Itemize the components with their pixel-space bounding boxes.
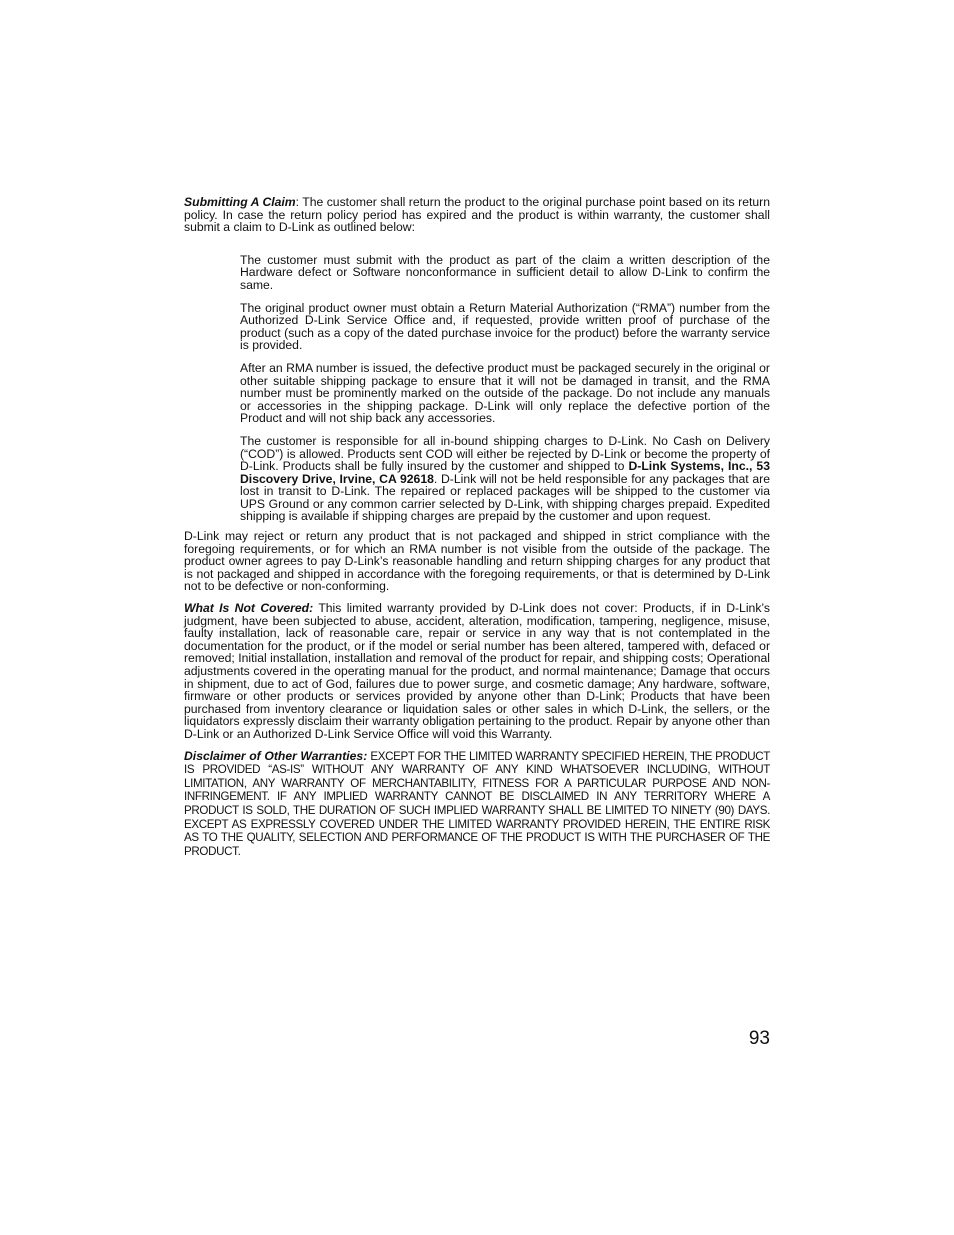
reject-paragraph: D-Link may reject or return any product that is not packaged and shipped in strict compliance with the foregoing requirements, or for which an RMA number is not visible from the outside of the package. The product owner agrees to pay D-Link’s reasonable handling and return shipping charges for any product that is not packaged and shipped in accordance with the foregoing requirements, or that is determined by D-Link not to be defective or non-conforming. [184, 529, 770, 594]
claim-requirements [240, 254, 770, 523]
not-covered-paragraph [184, 602, 770, 741]
submitting-claim-intro: : The customer shall return the product to the original purchase point based on its return policy. In case the return policy period has expired and the product is within warranty, the customer shall submit a claim to D-Link as outlined below: [184, 195, 770, 235]
page-number: 93 [748, 1028, 770, 1049]
warranty-text [184, 196, 770, 867]
claim-item-4-text-end: . D-Link will not be held responsible for any packages that are lost in transit to D-Link. The repaired or replaced packages will be shipped to the customer via UPS Ground or any common carrier selected by D-Link, with shipping charges prepaid. Expedited shipping is available if shipping charges are prepaid by the customer and upon request. [240, 471, 770, 524]
submitting-claim-heading: Submitting A Claim [184, 195, 296, 209]
disclaimer-paragraph [184, 750, 770, 859]
claim-item-2: The original product owner must obtain a Return Material Authorization (“RMA”) number from the Authorized D-Link Service Office and, if requested, provide written proof of purchase of the product (such as a copy of the dated purchase invoice for the product) before the warranty service is provided. [240, 300, 770, 353]
not-covered-heading: What Is Not Covered: [184, 601, 314, 616]
claim-item-4 [240, 435, 770, 523]
claim-item-4-text-start: The customer is responsible for all in-bound shipping charges to D-Link. No Cash on Delivery (“COD”) is allowed. Products sent COD will either be rejected by D-Link or become the property of D-Link. Products shall be fully insured by the customer and shipped to [240, 433, 770, 474]
disclaimer-body: EXCEPT FOR THE LIMITED WARRANTY SPECIFIED HEREIN, THE PRODUCT IS PROVIDED “AS-IS” WITHOUT ANY WARRANTY OF ANY KIND WHATSOEVER INCLUDING, WITHOUT LIMITATION, ANY WARRANTY OF MERCHANTABILITY, FITNESS FOR A PARTICULAR PURPOSE AND NON-INFRINGEMENT. IF ANY IMPLIED WARRANTY CANNOT BE DISCLAIMED IN ANY TERRITORY WHERE A PRODUCT IS SOLD, THE DURATION OF SUCH IMPLIED WARRANTY SHALL BE LIMITED TO NINETY (90) DAYS. EXCEPT AS EXPRESSLY COVERED UNDER THE LIMITED WARRANTY PROVIDED HEREIN, THE ENTIRE RISK AS TO THE QUALITY, SELECTION AND PERFORMANCE OF THE PRODUCT IS WITH THE PURCHASER OF THE PRODUCT. [184, 749, 770, 858]
claim-item-3: After an RMA number is issued, the defective product must be packaged securely in the original or other suitable shipping package to ensure that it will not be damaged in transit, and the RMA number must be prominently marked on the outside of the package. Do not include any manuals or accessories in the shipping package. D-Link will only replace the defective portion of the Product and will not ship back any accessories. [240, 360, 770, 426]
not-covered-body: This limited warranty provided by D-Link does not cover: Products, if in D-Link’s judgment, have been subjected to abuse, accident, alteration, modification, tampering, negligence, misuse, faulty installation, lack of reasonable care, repair or service in any way that is not contemplated in the documentation for the product, or if the model or serial number has been altered, tampered with, defaced or removed; Initial installation, installation and removal of the product for repair, and shipping costs; Operational adjustments covered in the operating manual for the product, and normal maintenance; Damage that occurs in shipment, due to act of God, failures due to power surge, and cosmetic damage; Any hardware, software, firmware or other products or services provided by anyone other than D-Link; Products that have been purchased from inventory clearance or liquidation sales or other sales in which D-Link, the sellers, or the liquidators expressly disclaim their warranty obligation pertaining to the product. Repair by anyone other than D-Link or an Authorized D-Link Service Office will void this Warranty. [184, 601, 770, 741]
claim-item-1: The customer must submit with the product as part of the claim a written description of the Hardware defect or Software nonconformance in sufficient detail to allow D-Link to confirm the same. [240, 252, 770, 292]
submitting-claim-paragraph [184, 196, 770, 234]
disclaimer-heading: Disclaimer of Other Warranties: [184, 748, 368, 763]
dlink-address: D-Link Systems, Inc., 53 Discovery Drive, Irvine, CA 92618 [240, 459, 770, 486]
